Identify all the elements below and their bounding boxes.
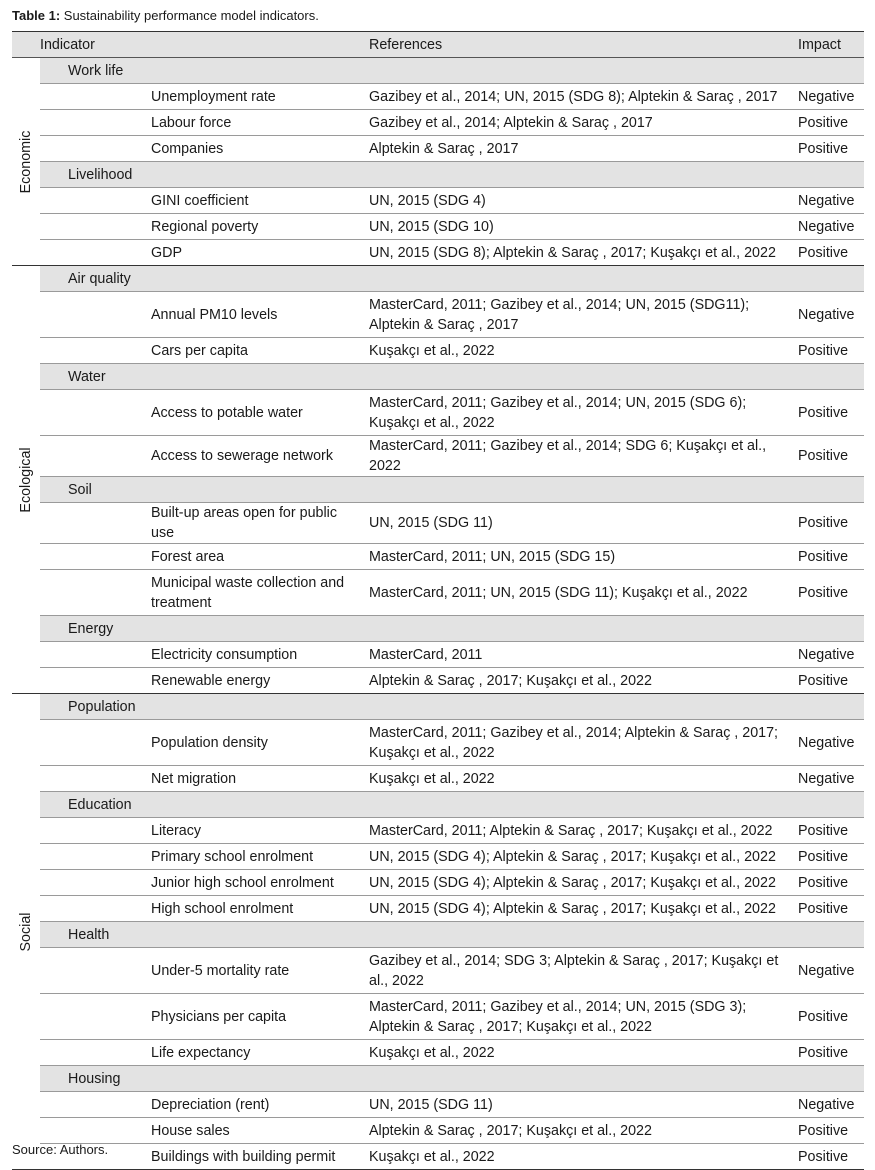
table-caption [12, 6, 319, 26]
indicator-cell: Access to potable water [40, 390, 359, 436]
impact-cell: Positive [791, 544, 864, 570]
category-label: Education [40, 792, 864, 818]
references-cell: Gazibey et al., 2014; UN, 2015 (SDG 8); Alptekin & Saraç , 2017 [359, 84, 791, 110]
category-row [12, 792, 864, 818]
references-cell: MasterCard, 2011; Gazibey et al., 2014; UN, 2015 (SDG 3); Alptekin & Saraç , 2017; Kuşakçı et al., 2022 [359, 994, 791, 1040]
references-cell: Kuşakçı et al., 2022 [359, 338, 791, 364]
impact-cell: Positive [791, 338, 864, 364]
table-row [12, 668, 864, 694]
impact-cell: Positive [791, 896, 864, 922]
table-row [12, 292, 864, 338]
indicator-cell: Companies [40, 136, 359, 162]
indicator-cell: Depreciation (rent) [40, 1092, 359, 1118]
impact-cell: Negative [791, 766, 864, 792]
table-row [12, 818, 864, 844]
references-cell: UN, 2015 (SDG 11) [359, 1092, 791, 1118]
indicator-cell: Under-5 mortality rate [40, 948, 359, 994]
table-row [12, 1092, 864, 1118]
indicator-cell: House sales [40, 1118, 359, 1144]
indicator-cell: Electricity consumption [40, 642, 359, 668]
references-cell: UN, 2015 (SDG 8); Alptekin & Saraç , 2017; Kuşakçı et al., 2022 [359, 240, 791, 266]
references-cell: MasterCard, 2011; UN, 2015 (SDG 11); Kuşakçı et al., 2022 [359, 570, 791, 616]
indicator-cell: Forest area [40, 544, 359, 570]
table-row [12, 994, 864, 1040]
category-row [12, 477, 864, 503]
references-cell: MasterCard, 2011 [359, 642, 791, 668]
references-cell: Alptekin & Saraç , 2017; Kuşakçı et al., 2022 [359, 668, 791, 694]
impact-cell: Positive [791, 436, 864, 477]
indicator-cell: Built-up areas open for public use [40, 503, 359, 544]
table-row [12, 436, 864, 477]
indicator-cell: Access to sewerage network [40, 436, 359, 477]
table-row [12, 338, 864, 364]
indicator-cell: Annual PM10 levels [40, 292, 359, 338]
references-cell: UN, 2015 (SDG 11) [359, 503, 791, 544]
references-cell: MasterCard, 2011; Gazibey et al., 2014; Alptekin & Saraç , 2017; Kuşakçı et al., 2022 [359, 720, 791, 766]
table-row [12, 570, 864, 616]
table-row [12, 240, 864, 266]
table-row [12, 1040, 864, 1066]
dimension-cell [12, 266, 40, 694]
impact-cell: Positive [791, 1144, 864, 1170]
impact-cell: Negative [791, 188, 864, 214]
table-row [12, 390, 864, 436]
category-label: Air quality [40, 266, 864, 292]
impact-cell: Positive [791, 503, 864, 544]
references-cell: MasterCard, 2011; UN, 2015 (SDG 15) [359, 544, 791, 570]
references-cell: MasterCard, 2011; Gazibey et al., 2014; UN, 2015 (SDG11); Alptekin & Saraç , 2017 [359, 292, 791, 338]
indicator-cell: Regional poverty [40, 214, 359, 240]
references-cell: MasterCard, 2011; Gazibey et al., 2014; UN, 2015 (SDG 6); Kuşakçı et al., 2022 [359, 390, 791, 436]
category-row [12, 364, 864, 390]
indicators-table [12, 31, 864, 1170]
references-cell: Gazibey et al., 2014; SDG 3; Alptekin & Saraç , 2017; Kuşakçı et al., 2022 [359, 948, 791, 994]
references-cell: Gazibey et al., 2014; Alptekin & Saraç , 2017 [359, 110, 791, 136]
references-cell: Alptekin & Saraç , 2017 [359, 136, 791, 162]
category-label: Population [40, 694, 864, 720]
indicator-cell: Labour force [40, 110, 359, 136]
impact-cell: Positive [791, 1118, 864, 1144]
impact-cell: Negative [791, 642, 864, 668]
references-cell: UN, 2015 (SDG 4); Alptekin & Saraç , 2017; Kuşakçı et al., 2022 [359, 870, 791, 896]
indicator-cell: Population density [40, 720, 359, 766]
table-row [12, 948, 864, 994]
impact-cell: Positive [791, 1040, 864, 1066]
table-row [12, 870, 864, 896]
caption-label: Table 1: [12, 8, 61, 23]
indicator-cell: GDP [40, 240, 359, 266]
category-label: Water [40, 364, 864, 390]
references-cell: MasterCard, 2011; Gazibey et al., 2014; SDG 6; Kuşakçı et al., 2022 [359, 436, 791, 477]
dimension-label: Economic [18, 130, 34, 193]
impact-cell: Negative [791, 292, 864, 338]
indicator-cell: Cars per capita [40, 338, 359, 364]
table-row [12, 1118, 864, 1144]
references-cell: UN, 2015 (SDG 4); Alptekin & Saraç , 2017; Kuşakçı et al., 2022 [359, 896, 791, 922]
category-label: Energy [40, 616, 864, 642]
category-row [12, 922, 864, 948]
table-row [12, 766, 864, 792]
impact-cell: Negative [791, 84, 864, 110]
table-row [12, 110, 864, 136]
indicator-cell: Buildings with building permit [40, 1144, 359, 1170]
indicator-cell: Physicians per capita [40, 994, 359, 1040]
impact-cell: Negative [791, 720, 864, 766]
indicator-cell: Literacy [40, 818, 359, 844]
indicator-cell: Junior high school enrolment [40, 870, 359, 896]
indicator-cell: Primary school enrolment [40, 844, 359, 870]
table-row [12, 188, 864, 214]
table-source: Source: Authors. [12, 1142, 109, 1157]
table-row [12, 544, 864, 570]
category-row [12, 616, 864, 642]
dimension-label: Ecological [18, 446, 34, 513]
references-cell: UN, 2015 (SDG 10) [359, 214, 791, 240]
category-row [12, 162, 864, 188]
table-header-row [12, 32, 864, 58]
table-row [12, 896, 864, 922]
table-row [12, 84, 864, 110]
impact-cell: Positive [791, 240, 864, 266]
impact-cell: Positive [791, 818, 864, 844]
header-references: References [359, 32, 791, 58]
dimension-cell [12, 694, 40, 1170]
indicator-cell: Municipal waste collection and treatment [40, 570, 359, 616]
impact-cell: Positive [791, 570, 864, 616]
table-row [12, 214, 864, 240]
references-cell: UN, 2015 (SDG 4) [359, 188, 791, 214]
indicator-cell: Renewable energy [40, 668, 359, 694]
category-label: Work life [40, 58, 864, 84]
indicator-cell: High school enrolment [40, 896, 359, 922]
impact-cell: Negative [791, 1092, 864, 1118]
table-body [12, 58, 864, 1170]
table-row [12, 844, 864, 870]
header-indicator: Indicator [12, 32, 359, 58]
impact-cell: Negative [791, 214, 864, 240]
impact-cell: Positive [791, 110, 864, 136]
indicator-cell: Net migration [40, 766, 359, 792]
table-row [12, 503, 864, 544]
impact-cell: Positive [791, 668, 864, 694]
impact-cell: Negative [791, 948, 864, 994]
category-row [12, 1066, 864, 1092]
table-row [12, 720, 864, 766]
category-label: Health [40, 922, 864, 948]
category-label: Housing [40, 1066, 864, 1092]
impact-cell: Positive [791, 844, 864, 870]
category-label: Livelihood [40, 162, 864, 188]
impact-cell: Positive [791, 994, 864, 1040]
indicator-cell: Life expectancy [40, 1040, 359, 1066]
impact-cell: Positive [791, 136, 864, 162]
header-impact: Impact [791, 32, 864, 58]
references-cell: UN, 2015 (SDG 4); Alptekin & Saraç , 2017; Kuşakçı et al., 2022 [359, 844, 791, 870]
dimension-cell [12, 58, 40, 266]
category-row [12, 694, 864, 720]
category-row [12, 58, 864, 84]
category-row [12, 266, 864, 292]
caption-text: Sustainability performance model indicators. [60, 8, 319, 23]
references-cell: Kuşakçı et al., 2022 [359, 1040, 791, 1066]
table-row [12, 642, 864, 668]
references-cell: MasterCard, 2011; Alptekin & Saraç , 2017; Kuşakçı et al., 2022 [359, 818, 791, 844]
indicator-cell: GINI coefficient [40, 188, 359, 214]
category-label: Soil [40, 477, 864, 503]
references-cell: Alptekin & Saraç , 2017; Kuşakçı et al., 2022 [359, 1118, 791, 1144]
impact-cell: Positive [791, 390, 864, 436]
impact-cell: Positive [791, 870, 864, 896]
references-cell: Kuşakçı et al., 2022 [359, 1144, 791, 1170]
references-cell: Kuşakçı et al., 2022 [359, 766, 791, 792]
dimension-label: Social [18, 912, 34, 951]
indicator-cell: Unemployment rate [40, 84, 359, 110]
table-row [12, 136, 864, 162]
